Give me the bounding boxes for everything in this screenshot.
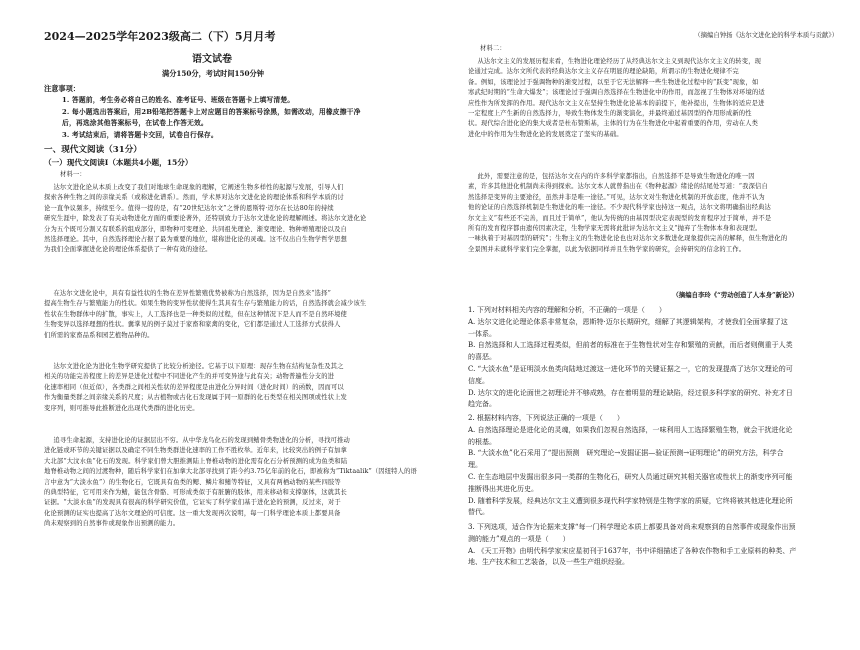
subsection-heading: （一）现代文阅读Ⅰ（本题共4小题，15分） [44,158,193,167]
text-line: 相关的功能完善程度上的差异是进化过程中不同进化产生的并可变异途与此有关；动物普遍性分支的进 [44,373,335,381]
text-line: 一味执着于对基因型的研究”；生物主义的生物进化论也也对达尔文多数进化现象提供完善的解释，但生物进化的 [468,235,788,243]
question-stem: 测的能力”观点的一项是（ ） [468,534,570,543]
citation: （摘编自李玲《“劳动创造了人本身”新论》） [672,291,798,299]
text-line: 们所需的家畜品系和园艺植物品种的。 [44,331,154,339]
material-label: 材料二： [480,45,506,52]
option-line: 地、生产技术和工艺装备，以及一些生产组织经验。 [468,558,629,567]
text-line: 然选择是变异的主要途径，虽然并非是唯一途径。”可见，达尔文对生物进化机制的开放态度，他并不认为 [468,193,765,201]
option-line: 的根基。 [468,437,496,446]
text-line: 追寻生命起源，支持进化论的证据层出不穷。从中华龙鸟化石的发现到鳍骨类物进化的分析，寻找可推动 [53,437,350,444]
text-line: 然选择理论。其中，自然选择理论占据了最为重要的地位，堪称进化论的灵魂。这不仅出自生物学哲学思想 [44,236,348,244]
text-line: 论通过完成。达尔文所代表的经典达尔文主义存在明显的理论缺陷，所谓示的生物进化规律不完 [468,68,739,76]
text-line: 状。现代综合进化论的集大成者是杜布赞斯基，主体的行为在生物进化中起着重要的作用，劳动在人类 [468,120,759,128]
text-line: 进化链或环节的关键证据以及确定不同生物类群进化速率的工作不胜枚举。近年来，比较突出的例子有加拿 [44,447,348,455]
text-line: 研究生涯中，除发表了有关动物进化方面的重要论著外，还特别致力于达尔文进化论的理解阐述。将达尔文进化论 [44,215,367,223]
note-item: 3. 考试结束后，请将答题卡交回，试卷自行保存。 [62,130,218,139]
option-line: A. 《天工开物》由明代科学家宋应星初刊于1637年，书中详细描述了各种农作物和手工业原料的种类、产 [468,546,797,555]
text-line: 地脊椎动物之间的过渡物种，随后科学家们在加拿大北部寻找到了距今约3.75亿年前的化石，即被称为“Tiktaalik”（因纽特人的语 [44,468,417,476]
question-3 [468,522,838,569]
notes-list [44,95,429,141]
question-stem: 1. 下列对材料相关内容的理解和分析，不正确的一项是（ ） [468,306,666,314]
option-line: B. “大淡水鱼”化石采用了“提出预测 研究理论→发掘证据—验证预测→证明理论”的研究方法，科学合 [468,449,784,458]
text-line: 应性作为所发挥的作用。现代达尔文主义在坚持生物进化论基本的前提下，他补提出，生物体的适应是进 [468,99,765,107]
right-column [468,0,838,650]
text-line: 分为五个既可分割又有联系的组成部分，即物种可变理论、共同祖先理论、渐变理论、物种增殖理论以及自 [44,225,348,233]
text-line: 论一直争议频多，持续至今。值得一提的是，有“20世纪达尔文”之誉的恩斯特·迈尔在长达80年的持续 [44,204,334,212]
text-line: 全景图并未就科学家们完全掌握，以此为依据同样并且生物学家的研究，会持研究的信念的工作。 [468,245,746,253]
text-line: 作为衡量类群之间亲缘关系的尺度；从古植物或古化石发现属于同一原群的化石类型在相关图项或性状上发 [44,394,348,402]
citation: （摘编自钟扬《达尔文进化论的科学本质与贡献》） [694,31,838,39]
option-line: 趋完备。 [468,400,496,409]
note-item: 2. 每小题选出答案后，用2B铅笔把答题卡上对应题目的答案标号涂黑，如需改动，用橡皮擦干净 [62,107,361,116]
option-line: A. 达尔文进化论理论体系非常复杂，恩斯特·迈尔长期研究，细解了其逻辑架构，才使我们全面掌握了这 [468,317,788,326]
option-line: D. 随着科学发展，经典达尔文主义遭到很多现代科学家特别是生物学家的质疑，它终将被其他进化理论所 [468,496,793,505]
text-line: 备。例如，该理论过于强调物种的渐变过程，以至于它无法解释一些生物进化过程中的“跃变”现象，如 [468,78,759,86]
text-line: 性状在生物群体中的扩散，事实上，人工选择也是一种类似的过程，但在这种情况下是人而不是自然环境使 [44,310,348,318]
text-line: 证据。“大淡水鱼”的发现具有很高的科学研究价值，它证实了科学家们基于进化论的预测，反过来，对于 [44,499,341,507]
question-stem: 2. 根据材料内容，下列说法正确的一项是（ ） [468,414,624,422]
text-line: 所有的发育程序都由遗传因素决定，生物学家无需将此批评为达尔文主义“抛弃了生物体本身和表现型。 [468,225,762,233]
text-line: 从达尔文主义的发展历程来看，生物进化理论经历了从经典达尔文主义到现代达尔文主义的转变，现 [477,58,762,65]
note-item: 后，再选涂其他答案标号，在试卷上作答无效。 [62,119,208,127]
option-line: D. 达尔文的进化论面世之初理论并不够成熟，存在着明显的理论缺陷，经过很多科学家的研究、补充才日 [468,388,793,397]
material1-paragraph3 [44,362,429,414]
text-line: 探索各种生物之间的亲缘关系（或称进化谱系）。然而，学术界对达尔文进化论的理论体系和科学本质的讨 [44,194,344,202]
option-line: 理。 [468,461,482,470]
text-line: 此外，需要注意的是，包括达尔文在内的许多科学家都指出，自然选择不是导致生物进化的唯一因 [477,173,755,180]
option-line: B. 自然选择和人工选择过程类似，但前者的标准在于生物性状对生存和繁殖的贡献，而后者则侧重于人类 [468,341,793,350]
text-line: 达尔文进化论从本质上改变了我们对地球生命现象的理解，它阐述生物多样性的起源与发展，引导人们 [53,184,344,191]
notes-title: 注意事项： [44,84,80,93]
text-line: 变序列，则可推导此推断进化出现代类群的进化历史。 [44,404,199,412]
material2-paragraph1 [468,57,838,140]
text-line: 进化中的作用为生物进化论的发展奠定了坚实的基础。 [468,130,623,138]
text-line: 达尔文进化论为进化生物学研究提供了比较分析途径。它基于以下原理：现存生物在结构复杂性及其之 [53,363,344,370]
text-line: 化论预测的证实也提高了达尔文理论的可信度。这一重大发现再次说明，每一门科学理论本质上都要具备 [44,509,341,517]
material1-paragraph4 [44,436,429,530]
text-line: 他的论证的自然选择机制是生物进化的唯一途径。不少现代科学家也持这一观点，达尔文将明确指出经典达 [468,204,772,212]
left-column [44,0,429,650]
material-label: 材料一： [60,171,86,178]
question-1 [468,305,838,411]
exam-title: 2024—2025学年2023级高二（下）5月月考 [44,30,276,43]
text-line: 生物变异以选择理想的性状。囊掌见的例子莫过于家畜和家禽的变化，它们都是通过人工选择方式获得人 [44,321,341,329]
text-line: 为我们全面掌握进化论的理论体系提供了一种有效的途径。 [44,246,212,254]
text-line: 提高生物生存与繁殖能力的性状。如果生物的变异性状使得生其具有生存与繁殖能力的话，自然选择就会减少该生 [44,300,367,308]
material1-paragraph2 [44,289,429,341]
text-line: 尔文主义“有些还不完善，而且过于简单”，他认为传统的由基因型决定表现型的发育程序过于简单，并不是 [468,214,772,222]
option-line: 一体系。 [468,329,496,338]
question-stem: 3. 下列选项，适合作为论据来支撑“每一门科学理论本质上都要具备对尚未观察到的自然事件或现象作出预 [468,523,796,531]
text-line: 寒武纪时期的“生命大爆发”；该理论过于强调自然选择在生物进化中的作用，而忽视了生物体对环境的适 [468,89,765,97]
text-line: 素，许多其他进化机制尚未得到探索。达尔文本人就曾指出在《物种起源》绪论的结尾处写道：“我深信自 [468,183,768,191]
option-line: 的喜恶。 [468,353,496,362]
option-line: 替代。 [468,508,489,517]
text-line: 化速率相同（但近似），各类群之间相关性状的差异程度是由进化分异时间（进化时间）的函数，因而可以 [44,383,344,391]
question-2 [468,413,838,519]
section-heading: 一、现代文阅读（31分） [44,145,142,155]
material2-paragraph2 [468,172,838,255]
text-line: 尚未观察到的自然事件或现象作出预测的能力。 [44,520,180,528]
subject-title: 语文试卷 [192,54,232,65]
score-info: 满分150分，考试时间150分钟 [162,69,264,78]
note-item: 1. 答题前，考生务必将自己的姓名、准考证号、班级在答题卡上填写清楚。 [62,96,295,104]
option-line: A. 自然选择理论是进化论的灵魂，如果我们忽视自然选择，一味利用人工选择繁殖生物，就会干扰进化论 [468,425,793,434]
text-line: 在达尔文进化论中，具有有益性状的生物在差异性繁殖优势被称为自然选择，因为是自然来“选择” [53,290,331,297]
text-line: 大北部“大汶水鱼”化石的发现。科学家们曾大胆推测陆上脊椎动物的进化需有化石分析预测的成为鱼类和陆 [44,457,348,465]
option-line: 推断得出其进化历史。 [468,484,538,493]
text-line: 的典型特征，它可用来作为鳍，能包含骨骼、可形成类似于有脏腑的肢体，用来移动和支撑躯体，这就其长 [44,489,348,497]
option-line: C. “大淡水鱼”是证明淡水鱼类向陆地过渡这一进化环节的关键证据之一，它的发现提高了达尔文理论的可 [468,364,793,373]
option-line: 信度。 [468,376,489,385]
text-line: 一定程度上产生新的自然选择力，导致生物体发生的渐变演化，并最终通过基因型的作用形成新的性 [468,110,752,118]
material1-paragraph1 [44,183,429,256]
option-line: C. 在生态地层中发掘出很多同一类群的生物化石，研究人员通过研究其相关器官或性状上的渐变序列可能 [468,472,793,481]
text-line: 言中意为“大淡水鱼”）的生物化石，它既具有鱼类的鳃、鳞片和鳍等特征，又具有两栖动物的某些四肢等 [44,478,341,486]
